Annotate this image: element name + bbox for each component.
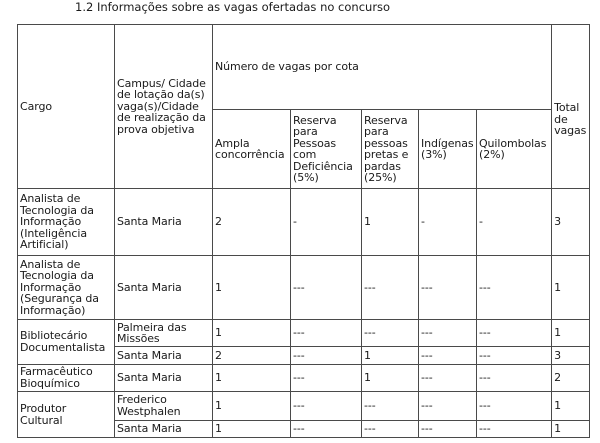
cell-pcd: --- xyxy=(291,347,362,364)
cell-pcd: --- xyxy=(291,319,362,346)
cell-cargo: Analista de Tecnologia da Informação (Segurança da Informação) xyxy=(18,255,115,319)
cell-ampla: 1 xyxy=(213,255,291,319)
cell-pcd: - xyxy=(291,188,362,255)
cell-indigenas: --- xyxy=(419,255,477,319)
cell-pcd: --- xyxy=(291,420,362,437)
cell-quilombolas: --- xyxy=(477,364,552,391)
cell-ppp: 1 xyxy=(362,347,419,364)
cell-ampla: 1 xyxy=(213,364,291,391)
cell-quilombolas: --- xyxy=(477,255,552,319)
cell-ppp: --- xyxy=(362,392,419,420)
cell-indigenas: - xyxy=(419,188,477,255)
table-row xyxy=(18,188,590,255)
header-ampla: Ampla concorrência xyxy=(213,110,291,188)
header-quilombolas: Quilombolas (2%) xyxy=(477,110,552,188)
cell-total: 2 xyxy=(552,364,590,391)
vagas-table xyxy=(17,24,590,438)
cell-quilombolas: --- xyxy=(477,319,552,346)
cell-total: 1 xyxy=(552,420,590,437)
table-row xyxy=(18,319,590,346)
cell-campus: Santa Maria xyxy=(115,347,213,364)
cell-ampla: 1 xyxy=(213,420,291,437)
cell-total: 1 xyxy=(552,255,590,319)
cell-ppp: 1 xyxy=(362,364,419,391)
cell-quilombolas: --- xyxy=(477,420,552,437)
cell-pcd: --- xyxy=(291,392,362,420)
cell-ampla: 1 xyxy=(213,392,291,420)
cell-quilombolas: --- xyxy=(477,392,552,420)
cell-campus: Palmeira das Missões xyxy=(115,319,213,346)
cell-ppp: --- xyxy=(362,319,419,346)
cell-campus: Santa Maria xyxy=(115,364,213,391)
cell-campus: Santa Maria xyxy=(115,420,213,437)
cell-ppp: --- xyxy=(362,420,419,437)
cell-indigenas: --- xyxy=(419,364,477,391)
cell-total: 1 xyxy=(552,392,590,420)
cell-indigenas: --- xyxy=(419,347,477,364)
cell-campus: Santa Maria xyxy=(115,188,213,255)
header-row xyxy=(18,25,590,110)
section-title: 1.2 Informações sobre as vagas ofertadas no concurso xyxy=(75,0,391,14)
cell-ampla: 1 xyxy=(213,319,291,346)
cell-ampla: 2 xyxy=(213,347,291,364)
cell-indigenas: --- xyxy=(419,392,477,420)
header-cargo: Cargo xyxy=(18,25,115,189)
cell-indigenas: --- xyxy=(419,319,477,346)
cell-quilombolas: --- xyxy=(477,347,552,364)
cell-campus: Santa Maria xyxy=(115,255,213,319)
cell-ampla: 2 xyxy=(213,188,291,255)
cell-cargo: Analista de Tecnologia da Informação (Inteligência Artificial) xyxy=(18,188,115,255)
cell-total: 1 xyxy=(552,319,590,346)
cell-cargo: Produtor Cultural xyxy=(18,392,115,438)
header-pcd: Reserva para Pessoas com Deficiência (5%) xyxy=(291,110,362,188)
cell-cargo: Farmacêutico Bioquímico xyxy=(18,364,115,391)
table-row xyxy=(18,364,590,391)
table-row xyxy=(18,392,590,420)
cell-pcd: --- xyxy=(291,364,362,391)
header-numero-vagas: Número de vagas por cota xyxy=(213,25,552,110)
header-indigenas: Indígenas (3%) xyxy=(419,110,477,188)
header-ppp: Reserva para pessoas pretas e pardas (25%) xyxy=(362,110,419,188)
cell-pcd: --- xyxy=(291,255,362,319)
cell-quilombolas: - xyxy=(477,188,552,255)
cell-total: 3 xyxy=(552,188,590,255)
cell-ppp: 1 xyxy=(362,188,419,255)
cell-campus: Frederico Westphalen xyxy=(115,392,213,420)
header-total: Total de vagas xyxy=(552,25,590,189)
cell-cargo: Bibliotecário Documentalista xyxy=(18,319,115,364)
header-campus: Campus/ Cidade de lotação da(s) vaga(s)/Cidade de realização da prova objetiva xyxy=(115,25,213,189)
table-row xyxy=(18,255,590,319)
cell-ppp: --- xyxy=(362,255,419,319)
cell-indigenas: --- xyxy=(419,420,477,437)
cell-total: 3 xyxy=(552,347,590,364)
